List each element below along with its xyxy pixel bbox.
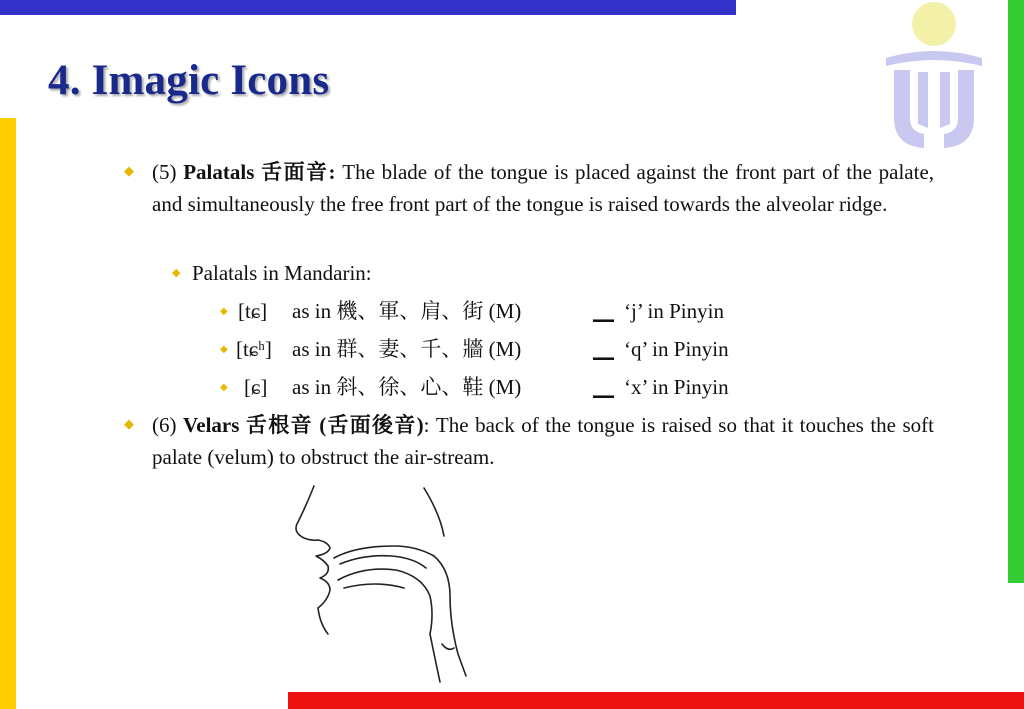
item-5-number: (5) [152, 160, 177, 184]
item-5-description: The blade of the tongue is placed against the front part of the palate, and simultaneously the free front part of the tongue is raised towards the alveolar ridge. [152, 160, 935, 216]
example-blank: __ [593, 299, 614, 323]
example-ipa: [tɕ] [238, 299, 268, 323]
example-pinyin: ‘x’ in Pinyin [624, 375, 729, 399]
example-pinyin: ‘q’ in Pinyin [624, 337, 729, 361]
item-6-description: : The back of the tongue is raised so that it touches the soft palate (velum) to obstruct the air-stream. [152, 413, 935, 469]
example-bullet-diamond-icon: ◆ [220, 344, 228, 355]
example-blank: __ [593, 375, 614, 399]
example-as-in: as in 機、軍、肩、街 (M) [292, 299, 522, 323]
item-5-paragraph [152, 156, 934, 220]
slide-title: 4. Imagic Icons [48, 57, 330, 104]
right-accent-bar [1008, 0, 1024, 583]
example-ipa: [tɕʰ] [236, 337, 272, 361]
item-6-number: (6) [152, 413, 177, 437]
example-ipa: [ɕ] [244, 375, 268, 399]
example-as-in: as in 斜、徐、心、鞋 (M) [292, 375, 522, 399]
bullet-diamond-icon: ◆ [124, 417, 134, 432]
top-accent-bar [0, 0, 736, 15]
item-6-paragraph [152, 409, 934, 473]
example-bullet-diamond-icon: ◆ [220, 306, 228, 317]
vocal-tract-diagram-icon [284, 484, 500, 684]
item-5-term: Palatals 舌面音: [183, 160, 336, 184]
example-pinyin: ‘j’ in Pinyin [624, 299, 724, 323]
bullet-diamond-icon: ◆ [124, 164, 134, 179]
sub-bullet-diamond-icon: ◆ [172, 266, 181, 279]
bottom-accent-bar [288, 692, 1024, 709]
university-emblem-icon [872, 0, 996, 160]
example-bullet-diamond-icon: ◆ [220, 382, 228, 393]
example-as-in: as in 群、妻、千、牆 (M) [292, 337, 522, 361]
palatals-mandarin-heading: Palatals in Mandarin: [192, 261, 372, 285]
left-accent-bar [0, 118, 16, 709]
example-blank: __ [593, 337, 614, 361]
item-6-term: Velars 舌根音 (舌面後音) [183, 413, 424, 437]
